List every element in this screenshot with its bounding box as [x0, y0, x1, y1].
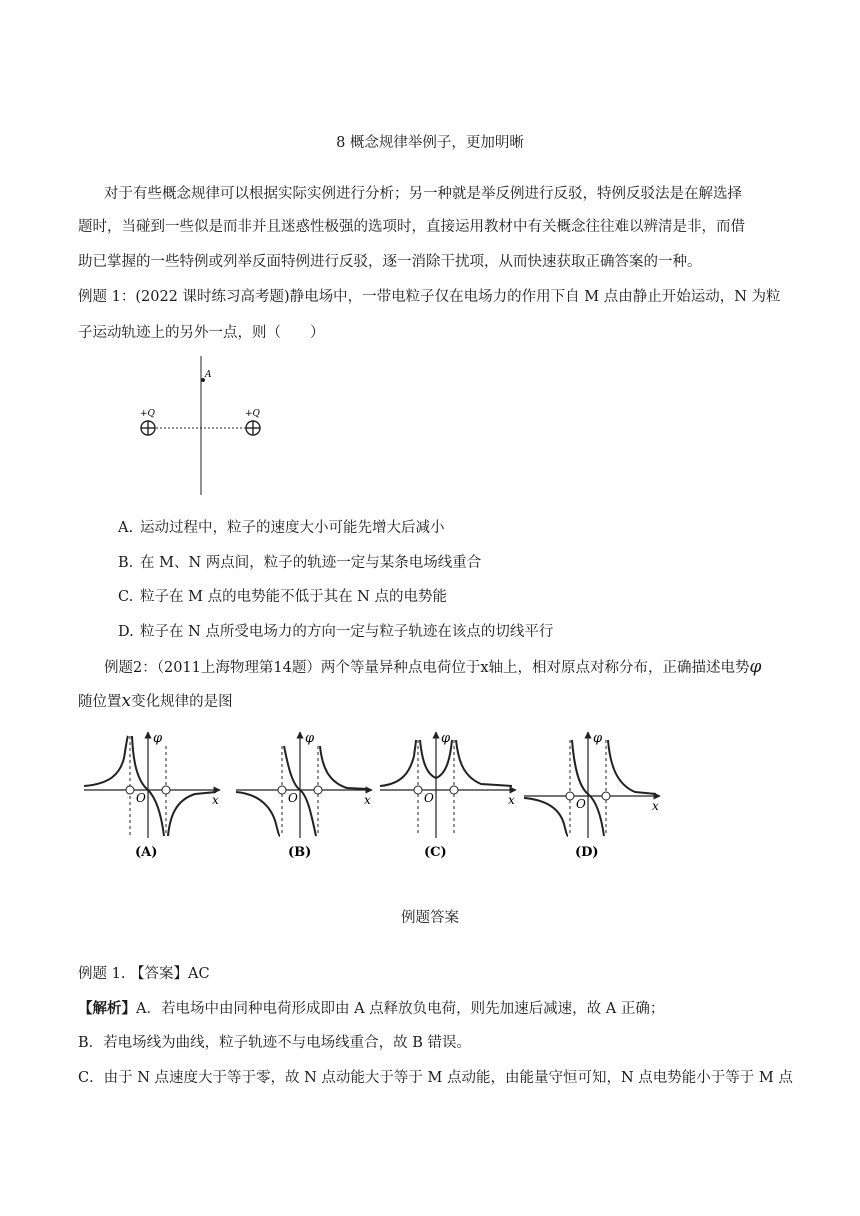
- example1-option-b: B. 在 M、N 两点间，粒子的轨迹一定与某条电场线重合: [118, 555, 482, 571]
- example1-stem-line-2: 子运动轨迹上的另外一点，则（ ）: [78, 325, 325, 341]
- graph-c-y-label: φ: [441, 731, 451, 746]
- graph-b-x-label: x: [364, 793, 371, 807]
- graph-b-caption: (B): [288, 845, 312, 860]
- graph-d-x-label: x: [652, 799, 659, 813]
- example2-stem-line-1: 例题2：（2011上海物理第14题）两个等量异种点电荷位于x轴上，相对原点对称分布，正确描述电势φ: [104, 657, 762, 677]
- example1-option-a: A. 运动过程中，粒子的速度大小可能先增大后减小: [118, 520, 445, 536]
- example2-stem-line-2: 随位置x变化规律的是图: [78, 691, 233, 711]
- graph-b: [236, 731, 372, 860]
- analysis-b: B．若电场线为曲线，粒子轨迹不与电场线重合，故 B 错误。: [78, 1035, 472, 1051]
- graph-a-origin-label: O: [136, 791, 146, 805]
- right-charge-label: +Q: [245, 409, 260, 419]
- answers-heading: 例题答案: [401, 910, 459, 926]
- example1-stem-line-1: 例题 1：(2022 课时练习高考题)静电场中，一带电粒子仅在电场力的作用下自 M 点由静止开始运动，N 为粒: [78, 289, 781, 305]
- graph-d-y-label: φ: [593, 731, 603, 746]
- graph-d-origin-label: O: [576, 797, 586, 811]
- graph-a-x-label: x: [212, 793, 219, 807]
- example2-potential-graphs: [80, 728, 670, 868]
- analysis-a: 【解析】A．若电场中由同种电荷形成即由 A 点释放负电荷，则先加速后减速，故 A 正确；: [78, 1000, 665, 1017]
- example1-option-d: D. 粒子在 N 点所受电场力的方向一定与粒子轨迹在该点的切线平行: [118, 624, 554, 640]
- example1-option-c: C. 粒子在 M 点的电势能不低于其在 N 点的电势能: [118, 589, 447, 605]
- example1-charge-figure: [130, 350, 280, 500]
- graph-a-caption: (A): [135, 845, 158, 860]
- graph-b-origin-label: O: [288, 791, 298, 805]
- graph-c: [380, 731, 516, 860]
- graph-d: [524, 731, 660, 860]
- graph-a: [84, 731, 220, 860]
- left-charge-label: +Q: [140, 409, 155, 419]
- answer-1: 例题 1. 【答案】AC: [78, 966, 210, 982]
- graph-c-origin-label: O: [424, 791, 434, 805]
- intro-line-1: 对于有些概念规律可以根据实际实例进行分析；另一种就是举反例进行反驳，特例反驳法是在解选择: [104, 186, 742, 202]
- graph-c-x-label: x: [508, 793, 515, 807]
- graph-a-y-label: φ: [153, 731, 163, 746]
- intro-line-3: 助已掌握的一些特例或列举反面特例进行反驳，逐一消除干扰项，从而快速获取正确答案的一种。: [78, 254, 702, 270]
- graph-b-y-label: φ: [305, 731, 315, 746]
- page-title: 8 概念规律举例子，更加明晰: [336, 135, 524, 151]
- graph-d-caption: (D): [575, 845, 599, 860]
- intro-line-2: 题时，当碰到一些似是而非并且迷惑性极强的选项时，直接运用教材中有关概念往往难以辨清是非，而借: [78, 219, 745, 235]
- analysis-c: C．由于 N 点速度大于等于零，故 N 点动能大于等于 M 点动能，由能量守恒可知，N 点电势能小于等于 M 点: [78, 1070, 793, 1086]
- point-a-label: A: [205, 370, 212, 380]
- graph-c-caption: (C): [424, 845, 447, 860]
